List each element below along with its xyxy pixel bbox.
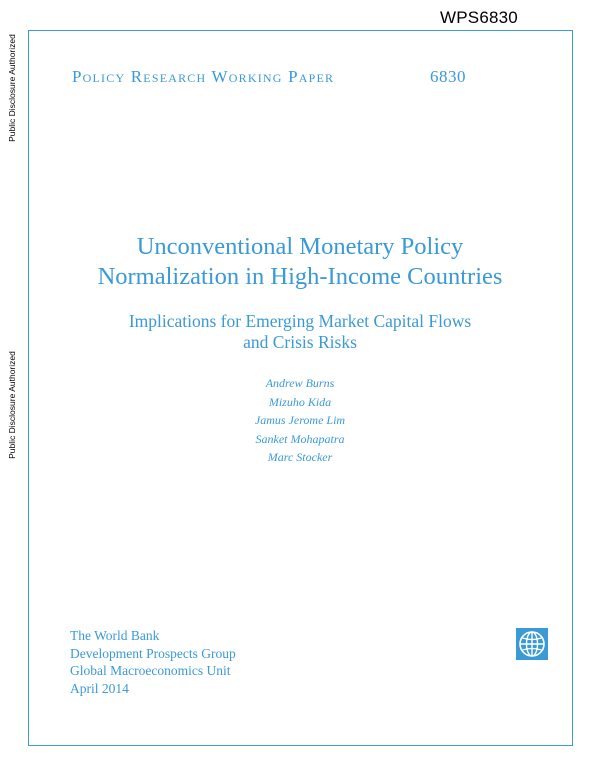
world-bank-globe-icon (516, 628, 548, 660)
organization-block (70, 627, 236, 697)
publication-date: April 2014 (70, 680, 129, 696)
subtitle-line: Implications for Emerging Market Capital Flows (128, 311, 472, 331)
org-department: Development Prospects Group (70, 645, 236, 661)
title-line: Normalization in High-Income Countries (97, 263, 503, 290)
author-name: Andrew Burns (265, 376, 335, 390)
paper-subtitle (30, 311, 570, 353)
series-label: Policy Research Working Paper (72, 67, 335, 86)
org-unit: Global Macroeconomics Unit (70, 663, 231, 678)
org-name: The World Bank (70, 628, 160, 643)
author-name: Mizuho Kida (268, 394, 332, 409)
author-name: Sanket Mohapatra (255, 431, 345, 446)
series-number: 6830 (430, 67, 466, 86)
disclosure-note-bottom: Public Disclosure Authorized (7, 351, 17, 459)
subtitle-line: and Crisis Risks (243, 332, 357, 352)
author-list (30, 374, 570, 467)
disclosure-note-top: Public Disclosure Authorized (7, 34, 17, 142)
report-code: WPS6830 (440, 8, 518, 27)
author-name: Jamus Jerome Lim (254, 413, 346, 427)
author-name: Marc Stocker (267, 450, 333, 464)
title-line: Unconventional Monetary Policy (136, 233, 464, 260)
paper-title (30, 232, 570, 292)
